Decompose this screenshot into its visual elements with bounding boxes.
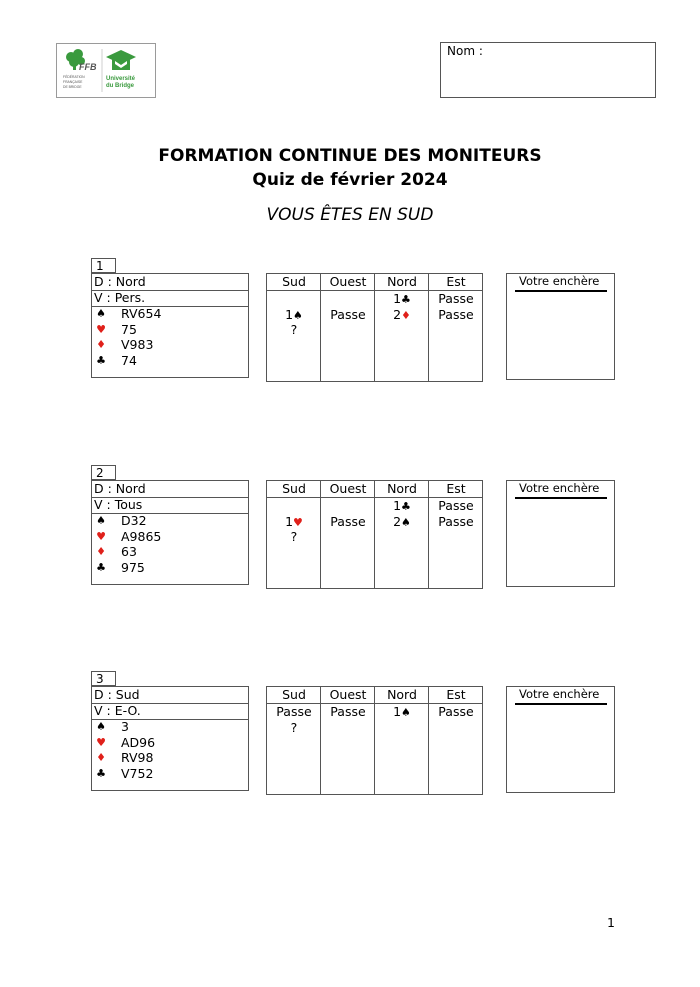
diamond-icon: ♦	[96, 545, 106, 558]
bid-header: Nord	[387, 687, 417, 702]
svg-text:FÉDÉRATION: FÉDÉRATION	[63, 75, 85, 79]
heart-icon: ♥	[96, 529, 106, 543]
name-label: Nom :	[447, 44, 483, 58]
dealer-label: D : Sud	[94, 687, 140, 702]
bid-header: Sud	[282, 687, 306, 702]
bid-cell: Passe	[330, 306, 366, 322]
hand-box	[91, 686, 249, 791]
bid-cell: ?	[290, 719, 298, 735]
bidding-table	[266, 273, 483, 382]
clubs-cards: 74	[121, 352, 137, 368]
deal-number: 3	[91, 671, 116, 686]
vulnerability-label: V : Tous	[94, 497, 143, 512]
bid-cell: Passe	[276, 704, 312, 719]
bid-cell: ?	[290, 529, 298, 544]
bid-header: Ouest	[329, 687, 367, 702]
univ-logo-icon	[106, 50, 136, 70]
spades-row	[92, 719, 242, 735]
bid-cell: Passe	[438, 704, 474, 719]
clubs-cards: V752	[121, 765, 154, 781]
deal-number: 2	[91, 465, 116, 480]
page-title: FORMATION CONTINUE DES MONITEURS	[158, 146, 542, 166]
hand-box	[91, 480, 249, 585]
vulnerability-label: V : E-O.	[94, 703, 141, 718]
bid-header: Est	[446, 687, 466, 702]
bid-cell: 1♥	[285, 513, 303, 529]
diamond-icon: ♦	[96, 751, 106, 764]
vulnerability-label: V : Pers.	[94, 290, 146, 305]
svg-text:FFB: FFB	[79, 62, 97, 72]
svg-text:Université: Université	[106, 76, 136, 82]
bid-cell: 1♠	[393, 704, 411, 719]
clubs-cards: 975	[121, 559, 145, 575]
deal-block	[0, 671, 700, 801]
heart-icon: ♥	[96, 322, 106, 336]
deal-block	[0, 258, 700, 388]
diamond-icon: ♦	[96, 338, 106, 351]
bid-cell: Passe	[438, 498, 474, 513]
clubs-row	[92, 560, 242, 576]
spade-icon: ♠	[96, 307, 106, 320]
dealer-label: D : Nord	[94, 481, 146, 496]
bid-cell: ?	[290, 322, 298, 337]
svg-text:DE BRIDGE: DE BRIDGE	[63, 85, 82, 89]
logo-box	[56, 43, 156, 98]
deal-block	[0, 465, 700, 595]
diamonds-cards: V983	[121, 337, 154, 352]
bid-header: Sud	[282, 274, 306, 289]
spade-icon: ♠	[96, 514, 106, 527]
bid-cell: 2♦	[393, 306, 411, 322]
bid-cell: 1♠	[285, 306, 303, 322]
page-number: 1	[607, 915, 615, 930]
heart-icon: ♥	[96, 735, 106, 749]
bid-cell: 2♠	[393, 513, 411, 529]
spade-icon: ♠	[96, 720, 106, 733]
svg-text:du Bridge: du Bridge	[106, 83, 134, 89]
hearts-row	[92, 735, 242, 751]
deal-number: 1	[91, 258, 116, 273]
diamonds-cards: 63	[121, 544, 137, 559]
bidding-table	[266, 686, 483, 795]
your-bid-label: Votre enchère	[519, 687, 600, 701]
bid-cell: Passe	[330, 704, 366, 719]
bid-header: Ouest	[329, 274, 367, 289]
club-icon: ♣	[96, 766, 106, 780]
hearts-cards: A9865	[121, 528, 162, 544]
page-subtitle: Quiz de février 2024	[252, 170, 448, 190]
your-bid-field[interactable]	[506, 273, 615, 380]
your-bid-field[interactable]	[506, 686, 615, 793]
bid-cell: Passe	[438, 513, 474, 529]
bid-cell: Passe	[330, 513, 366, 529]
clubs-row	[92, 766, 242, 782]
dealer-label: D : Nord	[94, 274, 146, 289]
bid-cell: 1♣	[393, 498, 411, 513]
bid-header: Sud	[282, 481, 306, 496]
club-icon: ♣	[96, 560, 106, 574]
diamonds-row	[92, 750, 242, 766]
hand-box	[91, 273, 249, 378]
spades-cards: RV654	[121, 306, 162, 321]
hearts-cards: 75	[121, 321, 137, 337]
clubs-row	[92, 353, 242, 369]
club-icon: ♣	[96, 353, 106, 367]
diamonds-cards: RV98	[121, 750, 154, 765]
bid-header: Est	[446, 481, 466, 496]
seat-instruction: VOUS ÊTES EN SUD	[266, 205, 434, 225]
your-bid-label: Votre enchère	[519, 274, 600, 288]
bid-header: Nord	[387, 481, 417, 496]
diamonds-row	[92, 337, 242, 353]
bid-cell: 1♣	[393, 291, 411, 306]
spades-row	[92, 513, 242, 529]
bidding-table	[266, 480, 483, 589]
bid-header: Ouest	[329, 481, 367, 496]
bid-header: Nord	[387, 274, 417, 289]
hearts-cards: AD96	[121, 734, 156, 750]
hearts-row	[92, 529, 242, 545]
diamonds-row	[92, 544, 242, 560]
bid-header: Est	[446, 274, 466, 289]
your-bid-label: Votre enchère	[519, 481, 600, 495]
name-field[interactable]	[440, 42, 656, 98]
your-bid-field[interactable]	[506, 480, 615, 587]
spades-cards: D32	[121, 513, 147, 528]
bid-cell: Passe	[438, 291, 474, 306]
hearts-row	[92, 322, 242, 338]
spades-row	[92, 306, 242, 322]
ffb-logo-icon	[57, 44, 155, 97]
spades-cards: 3	[121, 719, 129, 734]
svg-text:FRANÇAISE: FRANÇAISE	[63, 80, 83, 84]
bid-cell: Passe	[438, 306, 474, 322]
